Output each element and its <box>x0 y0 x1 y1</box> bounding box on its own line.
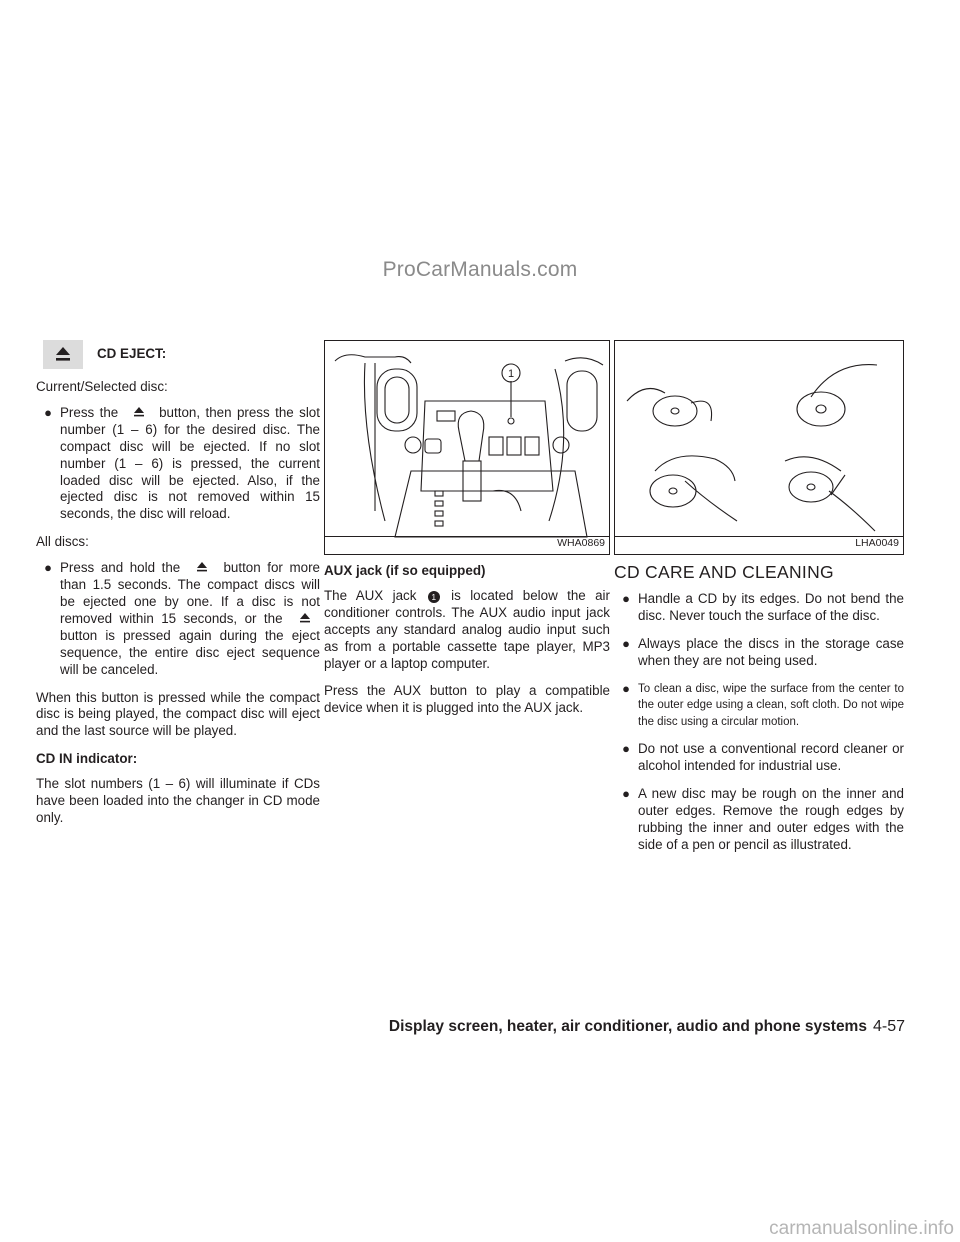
bullet-icon: ● <box>622 590 630 606</box>
footer-section-title: Display screen, heater, air conditioner, audio and phone systems <box>388 1018 867 1035</box>
aux-text-post: is located below the air conditioner controls. The AUX audio input jack accepts any standard analog audio input such as from a portable cassette tape player, MP3 player or a laptop computer. <box>324 587 610 671</box>
console-illustration <box>325 341 610 538</box>
list-item <box>614 681 904 731</box>
callout-1-icon: 1 <box>428 591 440 603</box>
figure-code: WHA0869 <box>557 537 605 550</box>
eject-button-icon <box>43 340 83 369</box>
aux-jack-figure <box>324 340 610 555</box>
cd-handling-illustration <box>615 341 904 538</box>
watermark-top: ProCarManuals.com <box>382 258 578 281</box>
eject-icon <box>290 612 320 624</box>
bullet-icon: ● <box>622 785 630 801</box>
bullet-icon: ● <box>44 404 52 420</box>
all-discs-bullet <box>36 560 320 678</box>
page-footer <box>389 1018 905 1036</box>
bullet-icon: ● <box>44 560 52 576</box>
list-item-text: Always place the discs in the storage case when they are not being used. <box>638 635 904 668</box>
bullet-icon: ● <box>622 741 630 757</box>
eject-heading-row <box>36 340 320 369</box>
cd-in-text: The slot numbers (1 – 6) will illuminate if CDs have been loaded into the changer in CD mode only. <box>36 776 320 825</box>
list-item <box>614 636 904 670</box>
bullet-text-pre: Press and hold the <box>60 560 181 576</box>
aux-text-pre: The AUX jack <box>324 587 417 603</box>
pressed-paragraph: When this button is pressed while the compact disc is being played, the compact disc will eject and the last source will be played. <box>36 689 320 739</box>
page-number: 4-57 <box>872 1018 905 1035</box>
list-item-text: Handle a CD by its edges. Do not bend the disc. Never touch the surface of the disc. <box>638 590 904 623</box>
eject-title: CD EJECT: <box>97 346 167 362</box>
bullet-text-pre: Press the <box>60 404 119 420</box>
column-middle <box>324 340 610 728</box>
aux-paragraph <box>324 588 610 673</box>
watermark-bottom: carmanualsonline.info <box>769 1218 954 1239</box>
list-item-text: A new disc may be rough on the inner and outer edges. Remove the rough edges by rubbing the inner and outer edges with the side of a pen or pencil as illustrated. <box>638 785 904 852</box>
bullet-text-post: button is pressed again during the eject sequence, the entire disc eject sequence will be canceled. <box>60 627 320 677</box>
list-item <box>614 741 904 775</box>
list-item-text: Do not use a conventional record cleaner or alcohol intended for industrial use. <box>638 741 904 773</box>
list-item <box>614 786 904 854</box>
aux-heading: AUX jack (if so equipped) <box>324 563 486 578</box>
all-discs-label: All discs: <box>36 534 89 550</box>
bullet-text-post: button, then press the slot number (1 – 6) for the desired disc. The compact disc will be ejected. If no slot number (1 – 6) is pressed, the current loaded disc will be ejected. Also, if the ejected disc is not removed within 15 seconds, the disc will reload. <box>60 404 320 522</box>
figure-code: LHA0049 <box>855 537 899 550</box>
bullet-icon: ● <box>622 680 630 696</box>
list-item <box>614 591 904 625</box>
aux-paragraph-2: Press the AUX button to play a compatible device when it is plugged into the AUX jack. <box>324 683 610 716</box>
eject-icon <box>187 561 217 573</box>
current-disc-bullet <box>36 405 320 523</box>
figure-callout: 1 <box>507 368 515 380</box>
cd-care-figure <box>614 340 904 555</box>
bullet-icon: ● <box>622 635 630 651</box>
column-left <box>36 340 320 838</box>
eject-icon <box>124 406 154 418</box>
list-item-text: To clean a disc, wipe the surface from the center to the outer edge using a clean, soft cloth. Do not wipe the disc using a circular motion. <box>638 682 904 728</box>
cd-care-heading: CD CARE AND CLEANING <box>614 562 834 582</box>
current-disc-label: Current/Selected disc: <box>36 379 168 394</box>
cd-in-heading: CD IN indicator: <box>36 751 138 767</box>
bullet-text-mid: button for more than 1.5 seconds. The compact discs will be ejected one by one. If a disc is not removed within 15 seconds, or the <box>60 560 320 626</box>
column-right <box>614 340 904 864</box>
